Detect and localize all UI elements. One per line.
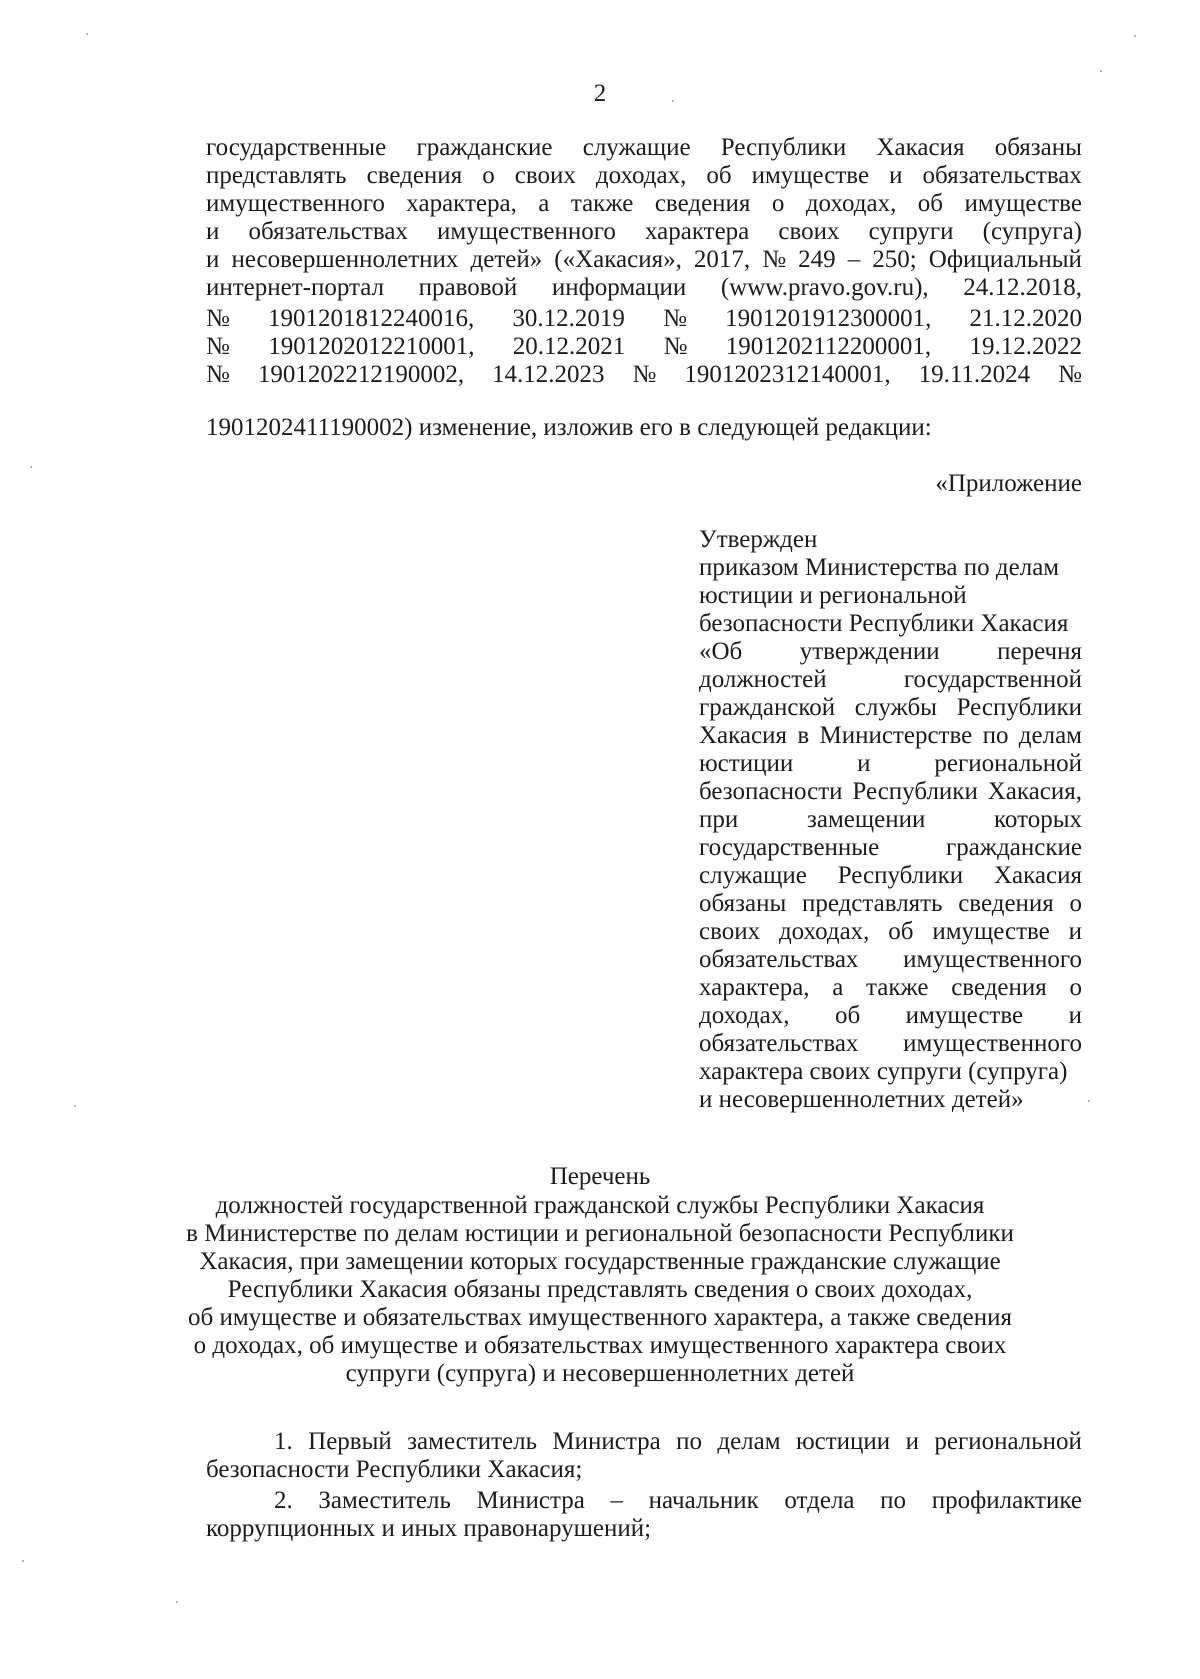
word: 1.	[274, 1428, 293, 1455]
word: об	[888, 918, 914, 945]
list-heading-line: Республики Хакасия обязаны представлять сведения о своих доходах,	[227, 1276, 973, 1303]
paragraph-last-line: 1901202411190002) изменение, изложив его в следующей редакции:	[206, 414, 932, 441]
word: обязательствах	[922, 162, 1082, 189]
word: Первый	[308, 1428, 392, 1455]
word: а	[832, 974, 844, 1001]
word: Заместитель	[318, 1487, 451, 1514]
word: гражданские	[945, 834, 1082, 861]
stamp-line	[699, 778, 1082, 806]
word: представлять	[801, 890, 943, 917]
word: о	[482, 162, 495, 189]
word: Хакасия	[876, 134, 965, 161]
word: обязательствах	[699, 946, 859, 973]
scan-speck	[176, 1601, 178, 1603]
list-heading-line: об имуществе и обязательствах имущественного характера, а также сведения	[187, 1304, 1013, 1331]
scan-speck	[1134, 35, 1136, 37]
word: имуществе	[751, 162, 870, 189]
stamp-line	[699, 890, 1082, 918]
word: имущественного	[903, 946, 1082, 973]
word: государственные	[699, 834, 880, 861]
paragraph-line	[206, 246, 1082, 274]
list-heading-line: должностей государственной гражданской службы Республики Хакасия	[215, 1192, 985, 1219]
stamp-line	[699, 722, 1082, 750]
word: государственные	[206, 134, 387, 161]
word: своих	[699, 918, 761, 945]
stamp-line: и несовершеннолетних детей»	[699, 1086, 1024, 1113]
word: служащие	[699, 862, 807, 889]
word: безопасности	[699, 778, 843, 805]
list-item-first-line	[274, 1428, 1082, 1456]
word: гражданские	[416, 134, 553, 161]
word: перечня	[997, 638, 1082, 665]
word: и	[206, 246, 220, 273]
scan-speck	[1100, 70, 1102, 72]
word: о	[1069, 890, 1082, 917]
word: при	[699, 806, 739, 833]
word: 19.12.2022	[969, 333, 1082, 360]
word: Министерстве	[819, 722, 973, 749]
word: замещении	[806, 806, 926, 833]
word: об	[706, 162, 732, 189]
stamp-line	[699, 638, 1082, 666]
word: об	[917, 190, 944, 217]
word: 249	[798, 246, 836, 273]
word: характера,	[406, 190, 517, 217]
paragraph-line	[206, 190, 1082, 218]
word: представлять	[206, 162, 347, 189]
word: Республики	[852, 778, 978, 805]
word: государственной	[903, 666, 1082, 693]
word: своих	[514, 162, 576, 189]
word: 1901202312140001,	[684, 361, 891, 388]
list-item-continuation: коррупционных и иных правонарушений;	[206, 1515, 652, 1542]
word: о	[1069, 974, 1082, 1001]
word: «Об	[699, 638, 743, 665]
word: которых	[994, 806, 1082, 833]
scan-speck	[74, 1105, 76, 1107]
word: Республики	[956, 694, 1082, 721]
stamp-line	[699, 974, 1082, 1002]
word: 1901202112200001,	[725, 333, 932, 360]
word: сведения	[951, 974, 1047, 1001]
stamp-line	[699, 1030, 1082, 1058]
word: обязательствах	[248, 218, 408, 245]
list-heading-line: Хакасия, при замещении которых государственные гражданские служащие	[199, 1248, 1001, 1275]
word: региональной	[934, 750, 1082, 777]
word: сведения	[958, 890, 1054, 917]
word: №	[206, 361, 230, 388]
word: (www.pravo.gov.ru),	[720, 274, 929, 301]
word: 1901201812240016,	[268, 305, 475, 332]
stamp-line	[699, 946, 1082, 974]
word: 250;	[872, 246, 917, 273]
word: и	[905, 1428, 919, 1455]
word: обязательствах	[699, 1030, 859, 1057]
scan-speck	[672, 100, 674, 102]
word: характера	[644, 218, 750, 245]
word: региональной	[934, 1428, 1082, 1455]
word: по	[676, 1428, 702, 1455]
word: Хакасия	[993, 862, 1082, 889]
word: отдела	[784, 1487, 855, 1514]
word: начальник	[648, 1487, 759, 1514]
word: и	[857, 750, 871, 777]
paragraph-line	[206, 361, 1082, 389]
word: доходах,	[778, 918, 870, 945]
stamp-line: юстиции и региональной	[699, 582, 967, 609]
list-item-continuation: безопасности Республики Хакасия;	[206, 1456, 583, 1483]
word: –	[610, 1487, 623, 1514]
word: о	[771, 190, 785, 217]
word: №	[762, 246, 787, 273]
paragraph-line	[206, 274, 1082, 302]
word: характера,	[699, 974, 810, 1001]
word: своих	[778, 218, 840, 245]
word: Хакасия,	[987, 778, 1082, 805]
word: гражданской	[699, 694, 836, 721]
word: должностей	[699, 666, 827, 693]
word: сведения	[366, 162, 463, 189]
stamp-title: Утвержден	[699, 526, 818, 553]
list-title: Перечень	[549, 1163, 651, 1190]
word: по	[880, 1487, 907, 1514]
paragraph-line	[206, 134, 1082, 162]
word: интернет-портал	[206, 274, 385, 301]
stamp-line	[699, 1002, 1082, 1030]
stamp-line	[699, 750, 1082, 778]
paragraph-line	[206, 162, 1082, 190]
stamp-line: безопасности Республики Хакасия	[699, 610, 1069, 637]
stamp-line	[699, 666, 1082, 694]
word: имущественного	[437, 218, 616, 245]
list-heading-line: супруги (супруга) и несовершеннолетних детей	[345, 1360, 855, 1387]
word: 30.12.2019	[512, 305, 625, 332]
word: доходах,	[805, 190, 897, 217]
stamp-line: характера своих супруги (супруга)	[699, 1058, 1068, 1085]
word: и	[889, 162, 903, 189]
word: имуществе	[905, 1002, 1024, 1029]
word: и	[206, 218, 220, 245]
word: также	[570, 190, 634, 217]
word: юстиции	[795, 1428, 891, 1455]
word: делам	[1018, 722, 1082, 749]
word: Хакасия	[699, 722, 787, 749]
list-item-first-line	[274, 1487, 1082, 1515]
word: Официальный	[928, 246, 1082, 273]
word: информации	[551, 274, 687, 301]
word: 24.12.2018,	[963, 274, 1082, 301]
stamp-line	[699, 918, 1082, 946]
scan-speck	[1088, 1100, 1090, 1102]
word: утверждении	[799, 638, 940, 665]
word: 20.12.2021	[512, 333, 626, 360]
scan-speck	[30, 466, 32, 468]
word: и	[1068, 1002, 1082, 1029]
word: 2.	[274, 1487, 293, 1514]
stamp-line	[699, 862, 1082, 890]
appendix-label: «Приложение	[935, 470, 1082, 497]
paragraph-line	[206, 333, 1082, 361]
stamp-line	[699, 834, 1082, 862]
word: №	[663, 305, 687, 332]
word: Министра	[476, 1487, 585, 1514]
word: несовершеннолетних	[231, 246, 459, 273]
stamp-line: приказом Министерства по делам	[699, 554, 1060, 581]
word: правовой	[418, 274, 518, 301]
word: обязаны	[699, 890, 787, 917]
stamp-line	[699, 694, 1082, 722]
word: –	[847, 246, 861, 273]
word: №	[663, 333, 688, 360]
word: №	[1058, 361, 1082, 388]
word: по	[982, 722, 1009, 749]
word: доходах,	[595, 162, 687, 189]
word: 21.12.2020	[969, 305, 1082, 332]
word: №	[206, 333, 230, 360]
word: имуществе	[932, 918, 1050, 945]
page-number: 2	[593, 80, 607, 107]
word: юстиции	[699, 750, 794, 777]
word: №	[206, 305, 230, 332]
word: служащие	[582, 134, 691, 161]
word: 19.11.2024	[918, 361, 1031, 388]
word: службы	[854, 694, 937, 721]
word: 2017,	[693, 246, 751, 273]
word: Министра	[552, 1428, 661, 1455]
word: 14.12.2023	[492, 361, 605, 388]
word: 1901201912300001,	[725, 305, 932, 332]
word: доходах,	[699, 1002, 790, 1029]
word: («Хакасия»,	[554, 246, 682, 273]
word: сведения	[654, 190, 751, 217]
scan-speck	[22, 1560, 24, 1562]
word: Республики	[837, 862, 964, 889]
list-heading-line: о доходах, об имуществе и обязательствах имущественного характера своих	[193, 1332, 1007, 1359]
word: и	[1068, 918, 1082, 945]
word: Республики	[720, 134, 847, 161]
word: в	[797, 722, 810, 749]
word: заместитель	[407, 1428, 537, 1455]
word: детей»	[470, 246, 543, 273]
word: обязаны	[994, 134, 1082, 161]
word: 1901202012210001,	[268, 333, 475, 360]
scan-speck	[86, 33, 88, 35]
word: 1901202212190002,	[257, 361, 465, 388]
word: имущественного	[206, 190, 385, 217]
word: имущественного	[903, 1030, 1082, 1057]
word: супруги	[868, 218, 954, 245]
paragraph-line	[206, 305, 1082, 333]
word: об	[834, 1002, 861, 1029]
paragraph-line	[206, 218, 1082, 246]
word: профилактике	[931, 1487, 1082, 1514]
list-heading-line: в Министерстве по делам юстиции и региональной безопасности Республики	[186, 1220, 1014, 1247]
word: а	[538, 190, 550, 217]
word: (супруга)	[982, 218, 1082, 245]
word: также	[866, 974, 929, 1001]
stamp-line	[699, 806, 1082, 834]
word: делам	[717, 1428, 781, 1455]
word: имуществе	[964, 190, 1082, 217]
word: №	[632, 361, 657, 388]
